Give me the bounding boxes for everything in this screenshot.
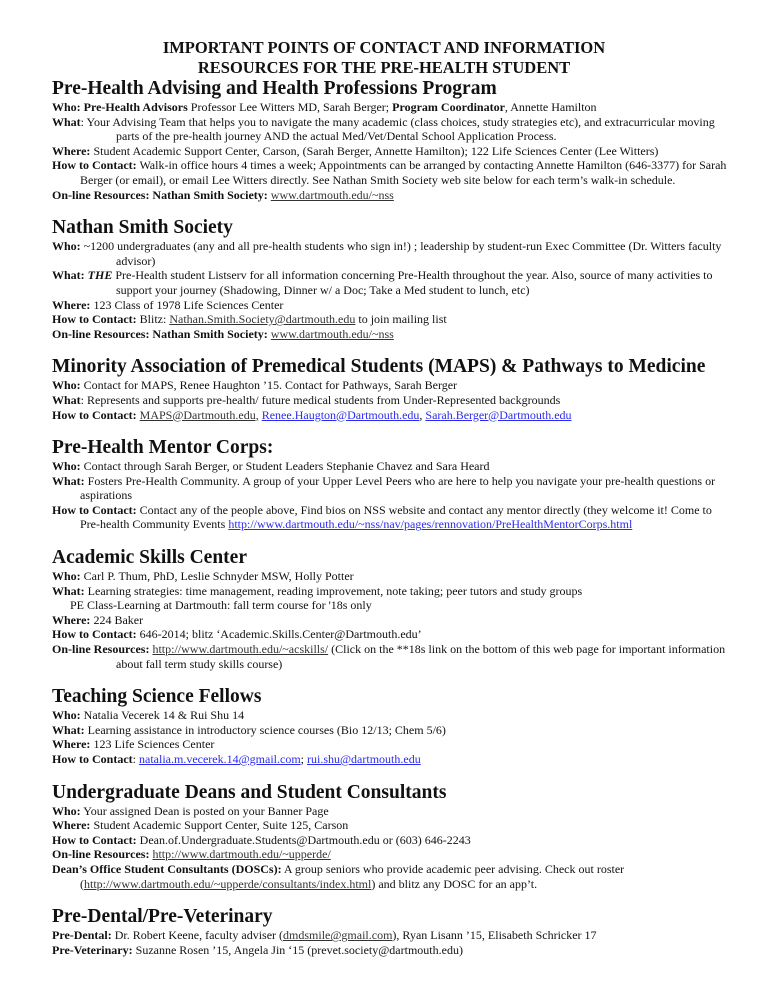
field-text: ) and blitz any DOSC for an app’t.	[371, 876, 538, 891]
field-text: Learning assistance in introductory science courses (Bio 12/13; Chem 5/6)	[84, 722, 446, 737]
section-heading: Pre-Health Mentor Corps:	[52, 437, 274, 459]
info-line	[52, 642, 732, 671]
field-label: How to Contact:	[52, 832, 137, 847]
info-line	[52, 627, 732, 642]
field-label: What	[52, 392, 81, 407]
info-line	[52, 100, 732, 115]
section-heading: Undergraduate Deans and Student Consultants	[52, 781, 447, 803]
field-text: Pre-Health student Listserv for all information concerning Pre-Health throughout the year. Also, source of many activities to support your journey (Shadowing, Dinner w/ a Doc; Take a Med student to lunch, etc)	[112, 268, 713, 297]
field-label: Who:	[52, 459, 81, 474]
field-label: What:	[52, 583, 85, 598]
field-text: Natalia Vecerek 14 & Rui Shu 14	[80, 708, 245, 723]
field-text: Contact through Sarah Berger, or Student Leaders Stephanie Chavez and Sara Heard	[80, 459, 490, 474]
field-text: ,	[419, 407, 426, 422]
info-line	[52, 327, 732, 342]
info-line	[52, 847, 732, 862]
field-label: How to Contact:	[52, 502, 137, 517]
section-heading: Academic Skills Center	[52, 547, 247, 569]
field-label: What:	[52, 268, 88, 283]
link[interactable]: www.dartmouth.edu/~nss	[270, 187, 394, 202]
info-line	[52, 144, 732, 159]
field-label: Where:	[52, 612, 91, 627]
link[interactable]: Renee.Haugton@Dartmouth.edu	[261, 407, 420, 422]
field-label: Where:	[52, 818, 91, 833]
link[interactable]: MAPS@Dartmouth.edu,	[139, 407, 259, 422]
field-text: Contact for MAPS, Renee Haughton ’15. Contact for Pathways, Sarah Berger	[80, 378, 458, 393]
section-nathan-smith-society	[52, 217, 732, 341]
field-label: Pre-Dental:	[52, 928, 112, 943]
field-text: 123 Life Sciences Center	[90, 737, 215, 752]
field-label: Who:	[52, 569, 81, 584]
section-pre-health-advising-and-health-professions-program	[52, 78, 732, 202]
info-line	[52, 708, 732, 723]
field-label: What:	[52, 473, 85, 488]
field-label: On-line Resources: Nathan Smith Society:	[52, 187, 268, 202]
field-text: to join mailing list	[355, 312, 447, 327]
info-line	[52, 312, 732, 327]
info-line	[52, 804, 732, 819]
section-academic-skills-center	[52, 547, 732, 671]
field-label: Dean’s Office Student Consultants (DOSCs):	[52, 861, 282, 876]
link[interactable]: http://www.dartmouth.edu/~acskills/	[152, 642, 329, 657]
info-line	[52, 393, 732, 408]
section-heading: Pre-Dental/Pre-Veterinary	[52, 906, 273, 928]
link[interactable]: http://www.dartmouth.edu/~upperde/	[152, 847, 331, 862]
info-line	[52, 188, 732, 203]
link[interactable]: dmdsmile@gmail.com	[283, 928, 393, 943]
info-line	[52, 598, 732, 613]
section-undergraduate-deans-and-student-consultants	[52, 782, 732, 892]
field-label: On-line Resources:	[52, 642, 150, 657]
field-text: Dr. Robert Keene, faculty adviser (	[111, 928, 284, 943]
info-line	[52, 474, 732, 503]
field-text: Contact any of the people above, Find bios on NSS website and contact any mentor directly (they welcome it! Come to Pre-health Community Events	[80, 502, 712, 532]
field-text: 646-2014; blitz ‘Academic.Skills.Center@Dartmouth.edu’	[136, 627, 422, 642]
field-label: Who:	[52, 239, 81, 254]
info-line	[52, 459, 732, 474]
section-pre-dental-pre-veterinary	[52, 906, 732, 957]
section-teaching-science-fellows	[52, 686, 732, 766]
section-heading: Teaching Science Fellows	[52, 686, 262, 708]
info-line	[52, 818, 732, 833]
field-text: 224 Baker	[90, 612, 144, 627]
field-label: Where:	[52, 143, 91, 158]
field-label: How to Contact	[52, 752, 133, 766]
field-text: ~1200 undergraduates (any and all pre-health students who sign in!) ; leadership by student-run Exec Committee (Dr. Witters faculty advisor)	[80, 239, 722, 268]
section-pre-health-mentor-corps	[52, 437, 732, 532]
field-label: Where:	[52, 297, 91, 312]
field-text: THE	[87, 268, 113, 283]
info-line	[52, 239, 732, 268]
field-text: 123 Class of 1978 Life Sciences Center	[90, 297, 284, 312]
info-line	[52, 928, 732, 943]
title-line-1: IMPORTANT POINTS OF CONTACT AND INFORMATION	[162, 38, 606, 57]
field-label: Pre-Veterinary:	[52, 942, 133, 957]
section-heading: Pre-Health Advising and Health Professions Program	[52, 78, 497, 99]
info-line	[52, 378, 732, 393]
field-text: Student Academic Support Center, Suite 125, Carson	[90, 818, 349, 833]
document-title	[52, 38, 732, 78]
section-heading: Nathan Smith Society	[52, 217, 233, 239]
field-text: Learning strategies: time management, reading improvement, note taking; peer tutors and study groups	[84, 583, 583, 598]
field-text: Walk-in office hours 4 times a week; Appointments can be arranged by contacting Annette Hamilton (646-3377) for Sarah Berger (or email), or email Lee Witters directly. See Nathan Smith Society web site below for each term’s walk-in schedule.	[80, 158, 727, 187]
info-line	[52, 115, 732, 144]
info-line	[52, 503, 732, 532]
field-label: How to Contact:	[52, 627, 137, 642]
field-label: Where:	[52, 737, 91, 752]
title-line-2: RESOURCES FOR THE PRE-HEALTH STUDENT	[197, 58, 571, 77]
field-label: Who:	[52, 803, 81, 818]
link[interactable]: Nathan.Smith.Society@dartmouth.edu	[169, 312, 356, 327]
info-line	[52, 613, 732, 628]
info-line	[52, 569, 732, 584]
field-label: On-line Resources: Nathan Smith Society:	[52, 326, 268, 341]
field-text: Suzanne Rosen ’15, Angela Jin ‘15 (prevet.society@dartmouth.edu)	[132, 942, 463, 957]
field-label: Who: Pre-Health Advisors	[52, 100, 188, 114]
link[interactable]: http://www.dartmouth.edu/~nss/nav/pages/rennovation/PreHealthMentorCorps.html	[228, 517, 633, 532]
field-text: (Click on the **18s link on the bottom of this web page for important information about fall term study skills course)	[116, 642, 726, 671]
info-line	[52, 943, 732, 958]
field-text: A group seniors who provide academic peer advising. Check out roster (	[80, 861, 625, 891]
link[interactable]: Sarah.Berger@Dartmouth.edu	[425, 407, 572, 422]
link[interactable]: natalia.m.vecerek.14@gmail.com	[139, 752, 301, 766]
field-text: PE Class-Learning at Dartmouth: fall term course for '18s only	[70, 598, 372, 613]
field-text: Dean.of.Undergraduate.Students@Dartmouth.edu or (603) 646-2243	[136, 832, 471, 847]
field-text: Blitz:	[136, 312, 170, 327]
info-line	[52, 723, 732, 738]
info-line	[52, 158, 732, 187]
info-line	[52, 752, 732, 767]
link[interactable]: http://www.dartmouth.edu/~upperde/consultants/index.html	[84, 876, 372, 891]
field-text: ), Ryan Lisann ’15, Elisabeth Schricker 17	[392, 928, 597, 943]
field-text: Your assigned Dean is posted on your Banner Page	[80, 803, 329, 818]
info-line	[52, 268, 732, 297]
field-text: , Annette Hamilton	[504, 100, 597, 114]
field-label: What	[52, 114, 81, 129]
field-text: ;	[300, 752, 307, 766]
field-label: Who:	[52, 378, 81, 393]
link[interactable]: rui.shu@dartmouth.edu	[307, 752, 421, 766]
field-label: Program Coordinator	[392, 100, 505, 114]
info-line	[52, 862, 732, 891]
field-label: How to Contact:	[52, 158, 137, 173]
field-label: On-line Resources:	[52, 847, 150, 862]
info-line	[52, 833, 732, 848]
field-label: How to Contact:	[52, 407, 137, 422]
field-text: Professor Lee Witters MD, Sarah Berger;	[187, 100, 393, 114]
field-text: : Your Advising Team that helps you to navigate the many academic (class choices, study strategies etc), and extracurricular moving parts of the pre-health journey AND the actual Med/Vet/Dental School Application Process.	[80, 114, 715, 144]
info-line	[52, 584, 732, 599]
sections-container	[52, 78, 732, 957]
field-text: Student Academic Support Center, Carson, (Sarah Berger, Annette Hamilton); 122 Life Sciences Center (Lee Witters)	[90, 143, 659, 158]
field-text: :	[132, 752, 139, 766]
field-label: Who:	[52, 708, 81, 723]
info-line	[52, 298, 732, 313]
link[interactable]: www.dartmouth.edu/~nss	[270, 326, 394, 341]
field-text: Carl P. Thum, PhD, Leslie Schnyder MSW, Holly Potter	[80, 569, 354, 584]
info-line	[52, 737, 732, 752]
field-label: What:	[52, 722, 85, 737]
section-heading: Minority Association of Premedical Students (MAPS) & Pathways to Medicine	[52, 356, 706, 378]
info-line	[52, 408, 732, 423]
field-text: Fosters Pre-Health Community. A group of your Upper Level Peers who are here to help you navigate your pre-health questions or aspirations	[80, 473, 716, 503]
field-text: : Represents and supports pre-health/ future medical students from Under-Represented backgrounds	[80, 392, 561, 407]
field-label: How to Contact:	[52, 312, 137, 327]
section-minority-association-of-premedical-students-maps-pathways-to-medicine	[52, 356, 732, 422]
